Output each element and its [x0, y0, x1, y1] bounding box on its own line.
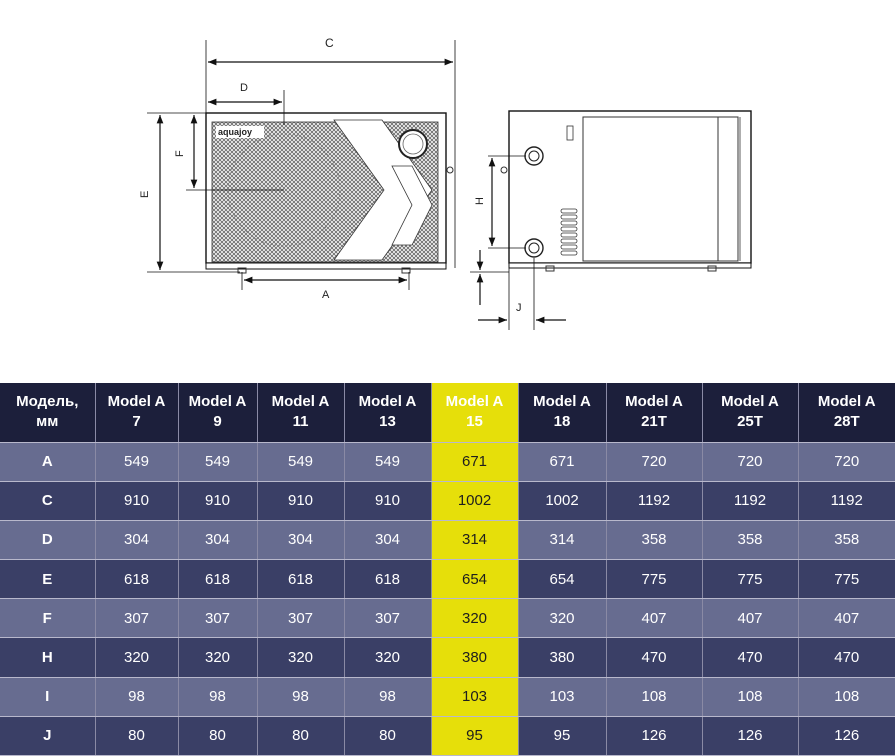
table-cell: 320: [257, 638, 344, 677]
row-label: H: [0, 638, 95, 677]
table-cell: 80: [95, 716, 178, 755]
header-model-21t: Model A 21T: [606, 383, 702, 442]
table-cell: 470: [798, 638, 895, 677]
row-label: A: [0, 442, 95, 481]
table-cell: 103: [431, 677, 518, 716]
table-cell: 320: [431, 599, 518, 638]
table-cell: 380: [518, 638, 606, 677]
table-cell: 358: [702, 520, 798, 559]
table-cell: 320: [518, 599, 606, 638]
table-cell: 1192: [606, 481, 702, 520]
table-cell: 95: [431, 716, 518, 755]
table-cell: 320: [95, 638, 178, 677]
table-row: [0, 481, 895, 520]
table-row: [0, 716, 895, 755]
table-cell: 910: [178, 481, 257, 520]
label-f: F: [174, 150, 186, 157]
table-cell: 304: [344, 520, 431, 559]
table-cell: 470: [702, 638, 798, 677]
table-cell: 720: [606, 442, 702, 481]
table-cell: 314: [518, 520, 606, 559]
table-cell: 407: [798, 599, 895, 638]
table-row: [0, 520, 895, 559]
table-cell: 98: [178, 677, 257, 716]
table-cell: 307: [257, 599, 344, 638]
table-cell: 775: [702, 560, 798, 599]
table-cell: 307: [95, 599, 178, 638]
table-cell: 103: [518, 677, 606, 716]
table-cell: 720: [798, 442, 895, 481]
table-cell: 126: [606, 716, 702, 755]
table-cell: 1192: [798, 481, 895, 520]
table-cell: 98: [257, 677, 344, 716]
table-cell: 470: [606, 638, 702, 677]
table-cell: 775: [798, 560, 895, 599]
row-label: C: [0, 481, 95, 520]
row-label: J: [0, 716, 95, 755]
table-cell: 1192: [702, 481, 798, 520]
table-cell: 314: [431, 520, 518, 559]
table-cell: 671: [518, 442, 606, 481]
table-cell: 304: [95, 520, 178, 559]
header-model-15: Model A 15: [431, 383, 518, 442]
table-cell: 358: [798, 520, 895, 559]
table-cell: 98: [95, 677, 178, 716]
table-cell: 307: [344, 599, 431, 638]
table-cell: 910: [95, 481, 178, 520]
table-cell: 720: [702, 442, 798, 481]
label-a: A: [322, 289, 330, 301]
table-cell: 549: [178, 442, 257, 481]
table-cell: 910: [257, 481, 344, 520]
table-cell: 1002: [518, 481, 606, 520]
table-cell: 407: [702, 599, 798, 638]
table-cell: 358: [606, 520, 702, 559]
table-cell: 1002: [431, 481, 518, 520]
header-model-11: Model A 11: [257, 383, 344, 442]
header-model-28t: Model A 28T: [798, 383, 895, 442]
row-label: E: [0, 560, 95, 599]
table-cell: 307: [178, 599, 257, 638]
row-label: D: [0, 520, 95, 559]
table-cell: 407: [606, 599, 702, 638]
header-model-9: Model A 9: [178, 383, 257, 442]
table-cell: 549: [257, 442, 344, 481]
header-model-25t: Model A 25T: [702, 383, 798, 442]
dimension-j: [478, 258, 566, 330]
table-cell: 618: [257, 560, 344, 599]
table-cell: 304: [178, 520, 257, 559]
header-model-7: Model A 7: [95, 383, 178, 442]
table-cell: 618: [95, 560, 178, 599]
table-cell: 304: [257, 520, 344, 559]
header-model-13: Model A 13: [344, 383, 431, 442]
table-cell: 126: [702, 716, 798, 755]
table-cell: 108: [702, 677, 798, 716]
header-model-label: Модель, мм: [0, 383, 95, 442]
table-cell: 80: [344, 716, 431, 755]
brand-logo-text: aquajoy: [218, 127, 253, 137]
table-cell: 380: [431, 638, 518, 677]
table-row: [0, 560, 895, 599]
dimension-i: [470, 250, 509, 305]
table-row: [0, 677, 895, 716]
table-header-row: [0, 383, 895, 442]
label-j: J: [516, 302, 522, 314]
table-row: [0, 442, 895, 481]
label-e: E: [139, 190, 151, 198]
table-cell: 95: [518, 716, 606, 755]
table-cell: 108: [798, 677, 895, 716]
table-cell: 108: [606, 677, 702, 716]
row-label: F: [0, 599, 95, 638]
table-cell: 654: [431, 560, 518, 599]
table-cell: 618: [344, 560, 431, 599]
table-cell: 775: [606, 560, 702, 599]
dimension-a: [242, 272, 409, 301]
table-row: [0, 638, 895, 677]
table-cell: 126: [798, 716, 895, 755]
table-cell: 80: [178, 716, 257, 755]
label-d: D: [240, 82, 248, 94]
table-cell: 549: [95, 442, 178, 481]
side-view: [501, 111, 751, 271]
header-model-18: Model A 18: [518, 383, 606, 442]
table-row: [0, 599, 895, 638]
table-cell: 654: [518, 560, 606, 599]
table-cell: 80: [257, 716, 344, 755]
label-h: H: [474, 197, 486, 205]
row-label: I: [0, 677, 95, 716]
dimensions-table: [0, 383, 895, 756]
table-cell: 671: [431, 442, 518, 481]
table-cell: 320: [344, 638, 431, 677]
table-cell: 320: [178, 638, 257, 677]
table-cell: 549: [344, 442, 431, 481]
front-view: [206, 113, 453, 273]
table-cell: 98: [344, 677, 431, 716]
label-c: C: [325, 36, 334, 50]
table-cell: 910: [344, 481, 431, 520]
table-cell: 618: [178, 560, 257, 599]
